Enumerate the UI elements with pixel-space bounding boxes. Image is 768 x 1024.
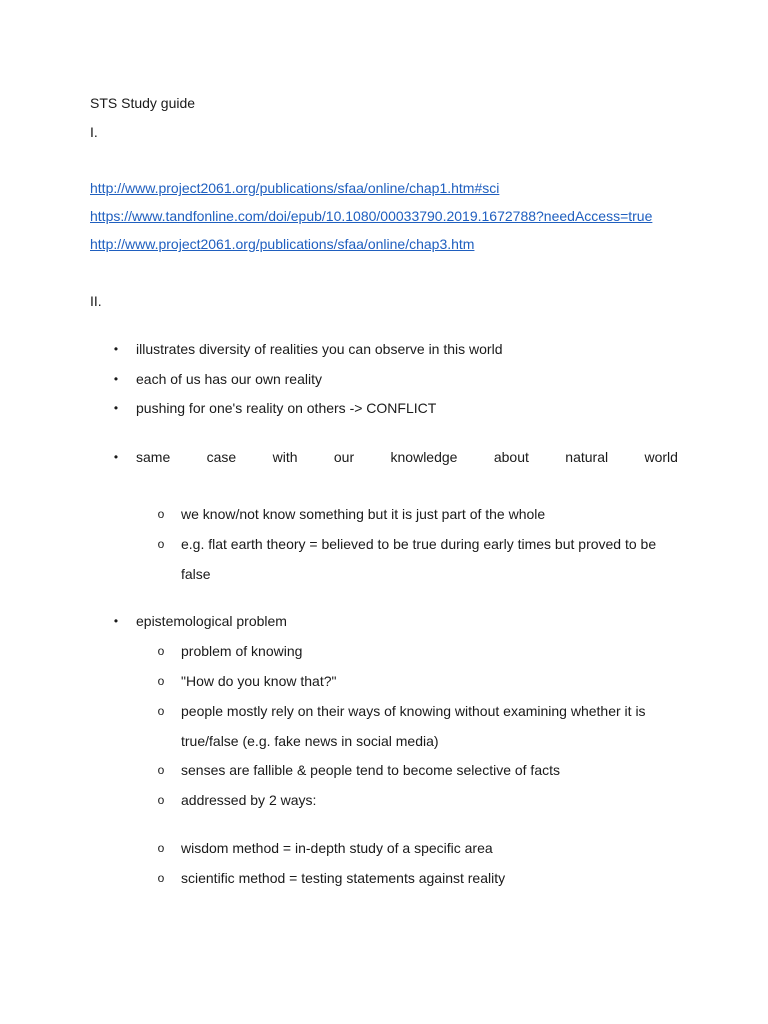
- bullet-marker: •: [113, 450, 119, 464]
- word: knowledge: [390, 449, 458, 465]
- sub-list-item: senses are fallible & people tend to become selective of facts: [181, 762, 560, 778]
- bullet-marker: •: [113, 401, 119, 415]
- sub-list-item: addressed by 2 ways:: [181, 792, 317, 808]
- word: case: [206, 449, 237, 465]
- word: natural: [565, 449, 609, 465]
- sub-list-item: we know/not know something but it is just part of the whole: [181, 506, 546, 522]
- word: with: [272, 449, 298, 465]
- list-item: illustrates diversity of realities you can observe in this world: [136, 341, 503, 357]
- bullet-marker: •: [113, 372, 119, 386]
- word: about: [493, 449, 529, 465]
- sub-bullet-marker: o: [157, 763, 165, 777]
- sub-bullet-marker: o: [157, 704, 165, 718]
- link-chap3[interactable]: http://www.project2061.org/publications/sfaa/online/chap3.htm: [90, 236, 475, 252]
- sub-bullet-marker: o: [157, 793, 165, 807]
- sub-list-item: "How do you know that?": [181, 673, 337, 689]
- word: same: [136, 449, 171, 465]
- sub-list-item: wisdom method = in-depth study of a specific area: [181, 840, 493, 856]
- sub-bullet-marker: o: [157, 507, 165, 521]
- justified-list-item: [136, 448, 678, 466]
- list-item: pushing for one's reality on others -> CONFLICT: [136, 400, 437, 416]
- word: world: [644, 449, 678, 465]
- link-tandfonline[interactable]: https://www.tandfonline.com/doi/epub/10.1080/00033790.2019.1672788?needAccess=true: [90, 208, 653, 224]
- link-chap1[interactable]: http://www.project2061.org/publications/sfaa/online/chap1.htm#sci: [90, 180, 500, 196]
- bullet-marker: •: [113, 614, 119, 628]
- sub-list-item: problem of knowing: [181, 643, 303, 659]
- list-item: epistemological problem: [136, 613, 287, 629]
- section-heading-2: II.: [90, 293, 102, 309]
- sub-bullet-marker: o: [157, 871, 165, 885]
- sub-list-item: people mostly rely on their ways of knowing without examining whether it is true/false (e.g. fake news in social media): [181, 703, 646, 749]
- sub-bullet-marker: o: [157, 537, 165, 551]
- section-heading-1: I.: [90, 124, 98, 140]
- sub-bullet-marker: o: [157, 644, 165, 658]
- word: our: [333, 449, 355, 465]
- sub-list-item: e.g. flat earth theory = believed to be true during early times but proved to be false: [181, 536, 657, 582]
- sub-bullet-marker: o: [157, 841, 165, 855]
- list-item: each of us has our own reality: [136, 371, 322, 387]
- bullet-marker: •: [113, 342, 119, 356]
- sub-list-item: scientific method = testing statements against reality: [181, 870, 506, 886]
- document-title: STS Study guide: [90, 95, 196, 111]
- sub-bullet-marker: o: [157, 674, 165, 688]
